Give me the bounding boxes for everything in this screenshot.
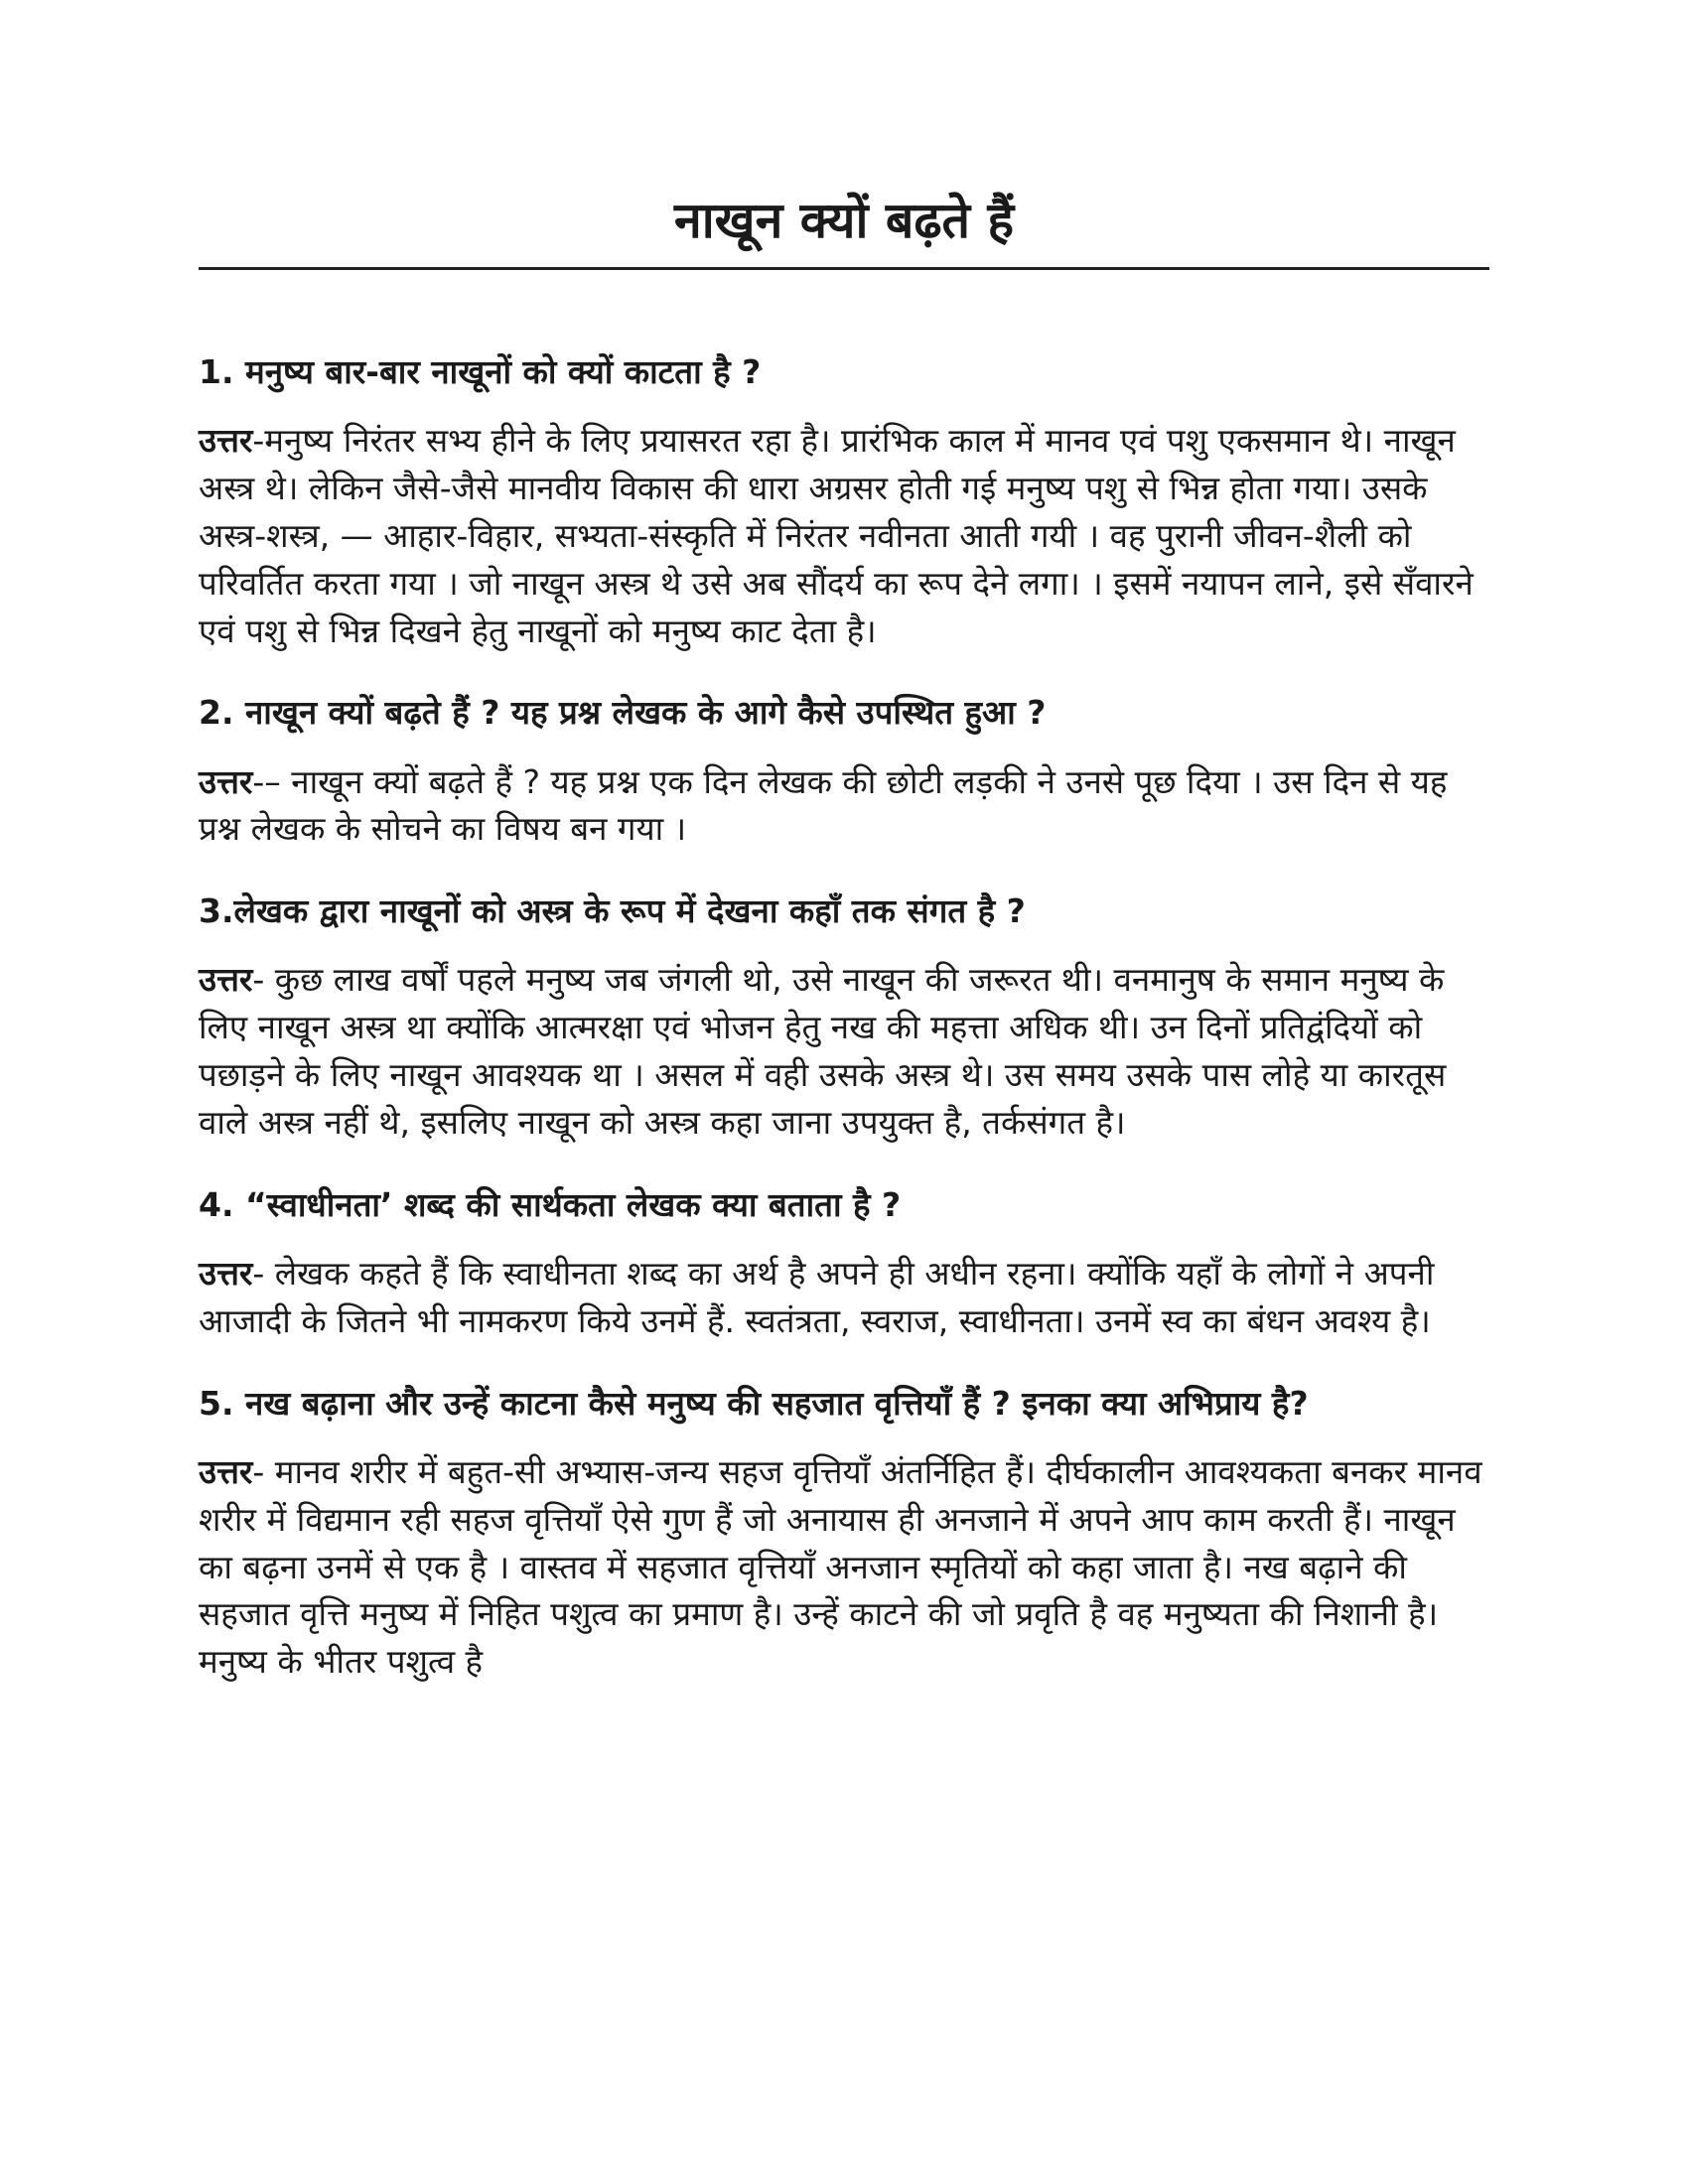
answer-1: [199, 417, 1489, 654]
answer-label: उत्तर: [199, 960, 253, 1000]
document-page: [199, 189, 1489, 1721]
answer-label: उत्तर: [199, 761, 253, 801]
qa-item-2: [199, 690, 1489, 853]
page-title: नाखून क्यों बढ़ते हैं: [199, 189, 1489, 270]
answer-label: उत्तर: [199, 421, 253, 461]
question-2: 2. नाखून क्यों बढ़ते हैं ? यह प्रश्न लेखक के आगे कैसे उपस्थित हुआ ?: [199, 693, 1047, 733]
qa-item-3: [199, 888, 1489, 1147]
answer-text: - कुछ लाख वर्षों पहले मनुष्य जब जंगली थो, उसे नाखून की जरूरत थी। वनमानुष के समान मनुष्य के लिए नाखून अस्त्र था क्योंकि आत्मरक्षा एवं भोजन हेतु नख की महत्ता अधिक थी। उन दिनों प्रतिद्वंदियों को पछाड़ने के लिए नाखून आवश्यक था । असल में वही उसके अस्त्र थे। उस समय उसके पास लोहे या कारतूस वाले अस्त्र नहीं थे, इसलिए नाखून को अस्त्र कहा जाना उपयुक्त है, तर्कसंगत है।: [199, 960, 1447, 1142]
question-1: 1. मनुष्य बार-बार नाखूनों को क्यों काटता है ?: [199, 352, 762, 391]
answer-2: [199, 758, 1489, 854]
answer-label: उत्तर: [199, 1451, 253, 1491]
answer-text: - मानव शरीर में बहुत-सी अभ्यास-जन्य सहज वृत्तियाँ अंतर्निहित हैं। दीर्घकालीन आवश्यकता बनकर मानव शरीर में विद्यमान रही सहज वृत्तियाँ ऐसे गुण हैं जो अनायास ही अनजाने में अपने आप काम करती हैं। नाखून का बढ़ना उनमें से एक है । वास्तव में सहजात वृत्तियाँ अनजान स्मृतियों को कहा जाता है। नख बढ़ाने की सहजात वृत्ति मनुष्य में निहित पशुत्व का प्रमाण है। उन्हें काटने की जो प्रवृति है वह मनुष्यता की निशानी है। मनुष्य के भीतर पशुत्व है: [199, 1451, 1482, 1682]
qa-list: [199, 349, 1489, 1686]
answer-text: - लेखक कहते हैं कि स्वाधीनता शब्द का अर्थ है अपने ही अधीन रहना। क्योंकि यहाँ के लोगों ने अपनी आजादी के जितने भी नामकरण किये उनमें हैं. स्वतंत्रता, स्वराज, स्वाधीनता। उनमें स्व का बंधन अवश्य है।: [199, 1254, 1435, 1340]
question-4: 4. “स्वाधीनता’ शब्द की सार्थकता लेखक क्या बताता है ?: [199, 1184, 902, 1224]
question-3: 3.लेखक द्वारा नाखूनों को अस्त्र के रूप में देखना कहाँ तक संगत है ?: [199, 891, 1026, 931]
qa-item-4: [199, 1182, 1489, 1345]
answer-label: उत्तर: [199, 1254, 253, 1294]
answer-3: [199, 956, 1489, 1146]
answer-4: [199, 1250, 1489, 1345]
question-5: 5. नख बढ़ाना और उन्हें काटना कैसे मनुष्य की सहजात वृत्तियाँ हैं ? इनका क्या अभिप्राय है?: [199, 1383, 1309, 1423]
qa-item-1: [199, 349, 1489, 654]
answer-text: -मनुष्य निरंतर सभ्य हीने के लिए प्रयासरत रहा है। प्रारंभिक काल में मानव एवं पशु एकसमान थे। नाखून अस्त्र थे। लेकिन जैसे-जैसे मानवीय विकास की धारा अग्रसर होती गई मनुष्य पशु से भिन्न होता गया। उसके अस्त्र-शस्त्र, — आहार-विहार, सभ्यता-संस्कृति में निरंतर नवीनता आती गयी । वह पुरानी जीवन-शैली को परिवर्तित करता गया । जो नाखून अस्त्र थे उसे अब सौंदर्य का रूप देने लगा। । इसमें नयापन लाने, इसे सँवारने एवं पशु से भिन्न दिखने हेतु नाखूनों को मनुष्य काट देता है।: [199, 421, 1474, 650]
answer-5: [199, 1448, 1489, 1686]
answer-text: -– नाखून क्यों बढ़ते हैं ? यह प्रश्न एक दिन लेखक की छोटी लड़की ने उनसे पूछ दिया । उस दिन से यह प्रश्न लेखक के सोचने का विषय बन गया ।: [199, 761, 1448, 849]
qa-item-5: [199, 1381, 1489, 1686]
